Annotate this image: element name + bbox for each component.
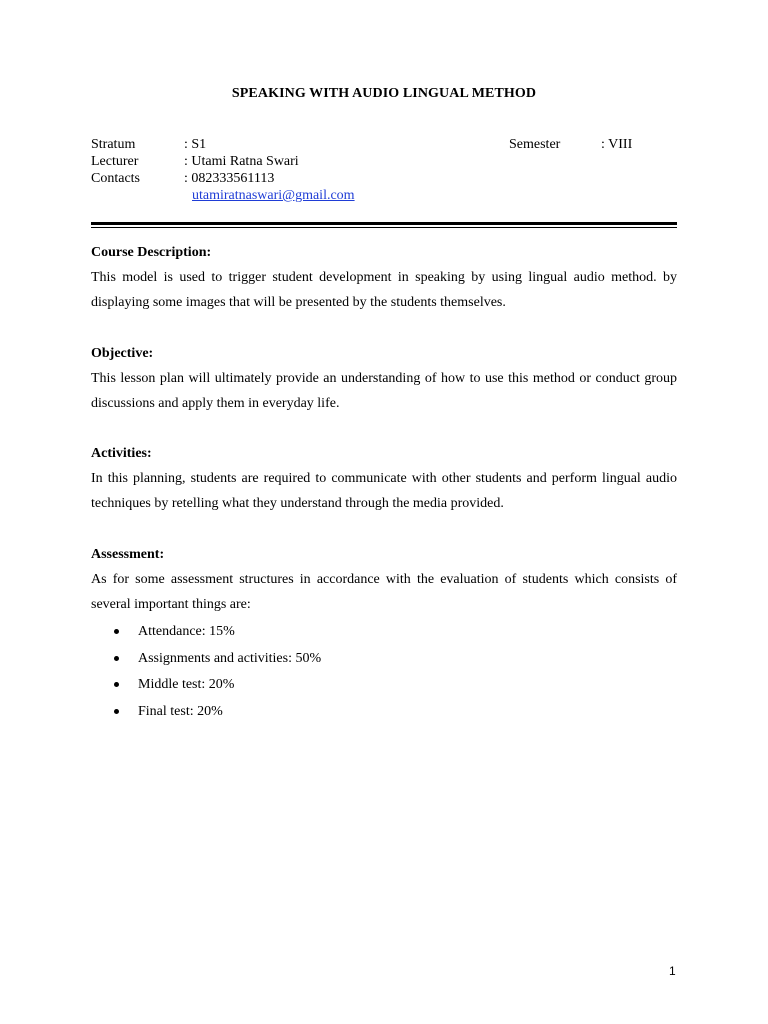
objective-body: This lesson plan will ultimately provide an understanding of how to use this method or conduct group discussions and apply them in everyday life.: [91, 371, 677, 411]
course-description-heading: Course Description:: [91, 245, 212, 260]
lecturer-value: : Utami Ratna Swari: [184, 154, 299, 169]
activities-section: [91, 445, 677, 516]
header-divider-thick: [91, 222, 677, 225]
course-description-section: [91, 244, 677, 315]
header-divider-thin: [91, 227, 677, 228]
bullet-icon: [114, 629, 119, 634]
course-description-body: This model is used to trigger student development in speaking by using lingual audio method. by displaying some images that will be presented by the students themselves.: [91, 270, 677, 310]
stratum-label: Stratum: [91, 137, 136, 152]
email-link[interactable]: utamiratnaswari@gmail.com: [192, 188, 355, 203]
bullet-icon: [114, 709, 119, 714]
bullet-icon: [114, 682, 119, 687]
assessment-list: [91, 619, 677, 725]
document-title: SPEAKING WITH AUDIO LINGUAL METHOD: [231, 86, 537, 101]
lecturer-label: Lecturer: [91, 154, 139, 169]
list-item: [91, 699, 677, 726]
list-item-text: Middle test: 20%: [138, 677, 235, 692]
assessment-section: [91, 546, 677, 725]
bullet-icon: [114, 656, 119, 661]
list-item-text: Assignments and activities: 50%: [138, 650, 322, 666]
stratum-value: : S1: [184, 137, 207, 152]
semester-label: Semester: [509, 137, 561, 152]
objective-heading: Objective:: [91, 346, 154, 361]
list-item: [91, 646, 677, 673]
assessment-heading: Assessment:: [91, 547, 165, 562]
list-item-text: Final test: 20%: [138, 703, 223, 719]
objective-section: [91, 345, 677, 416]
assessment-body: As for some assessment structures in accordance with the evaluation of students which consists of several important things are:: [91, 572, 677, 612]
activities-body: In this planning, students are required to communicate with other students and perform lingual audio techniques by retelling what they understand through the media provided.: [91, 471, 677, 511]
list-item-text: Attendance: 15%: [138, 624, 235, 639]
semester-value: : VIII: [601, 137, 633, 152]
page-number: 1: [669, 964, 676, 978]
list-item: [91, 672, 677, 699]
contacts-label: Contacts: [91, 171, 140, 186]
contacts-value: : 082333561113: [184, 171, 275, 186]
list-item: [91, 619, 677, 646]
activities-heading: Activities:: [91, 446, 152, 461]
